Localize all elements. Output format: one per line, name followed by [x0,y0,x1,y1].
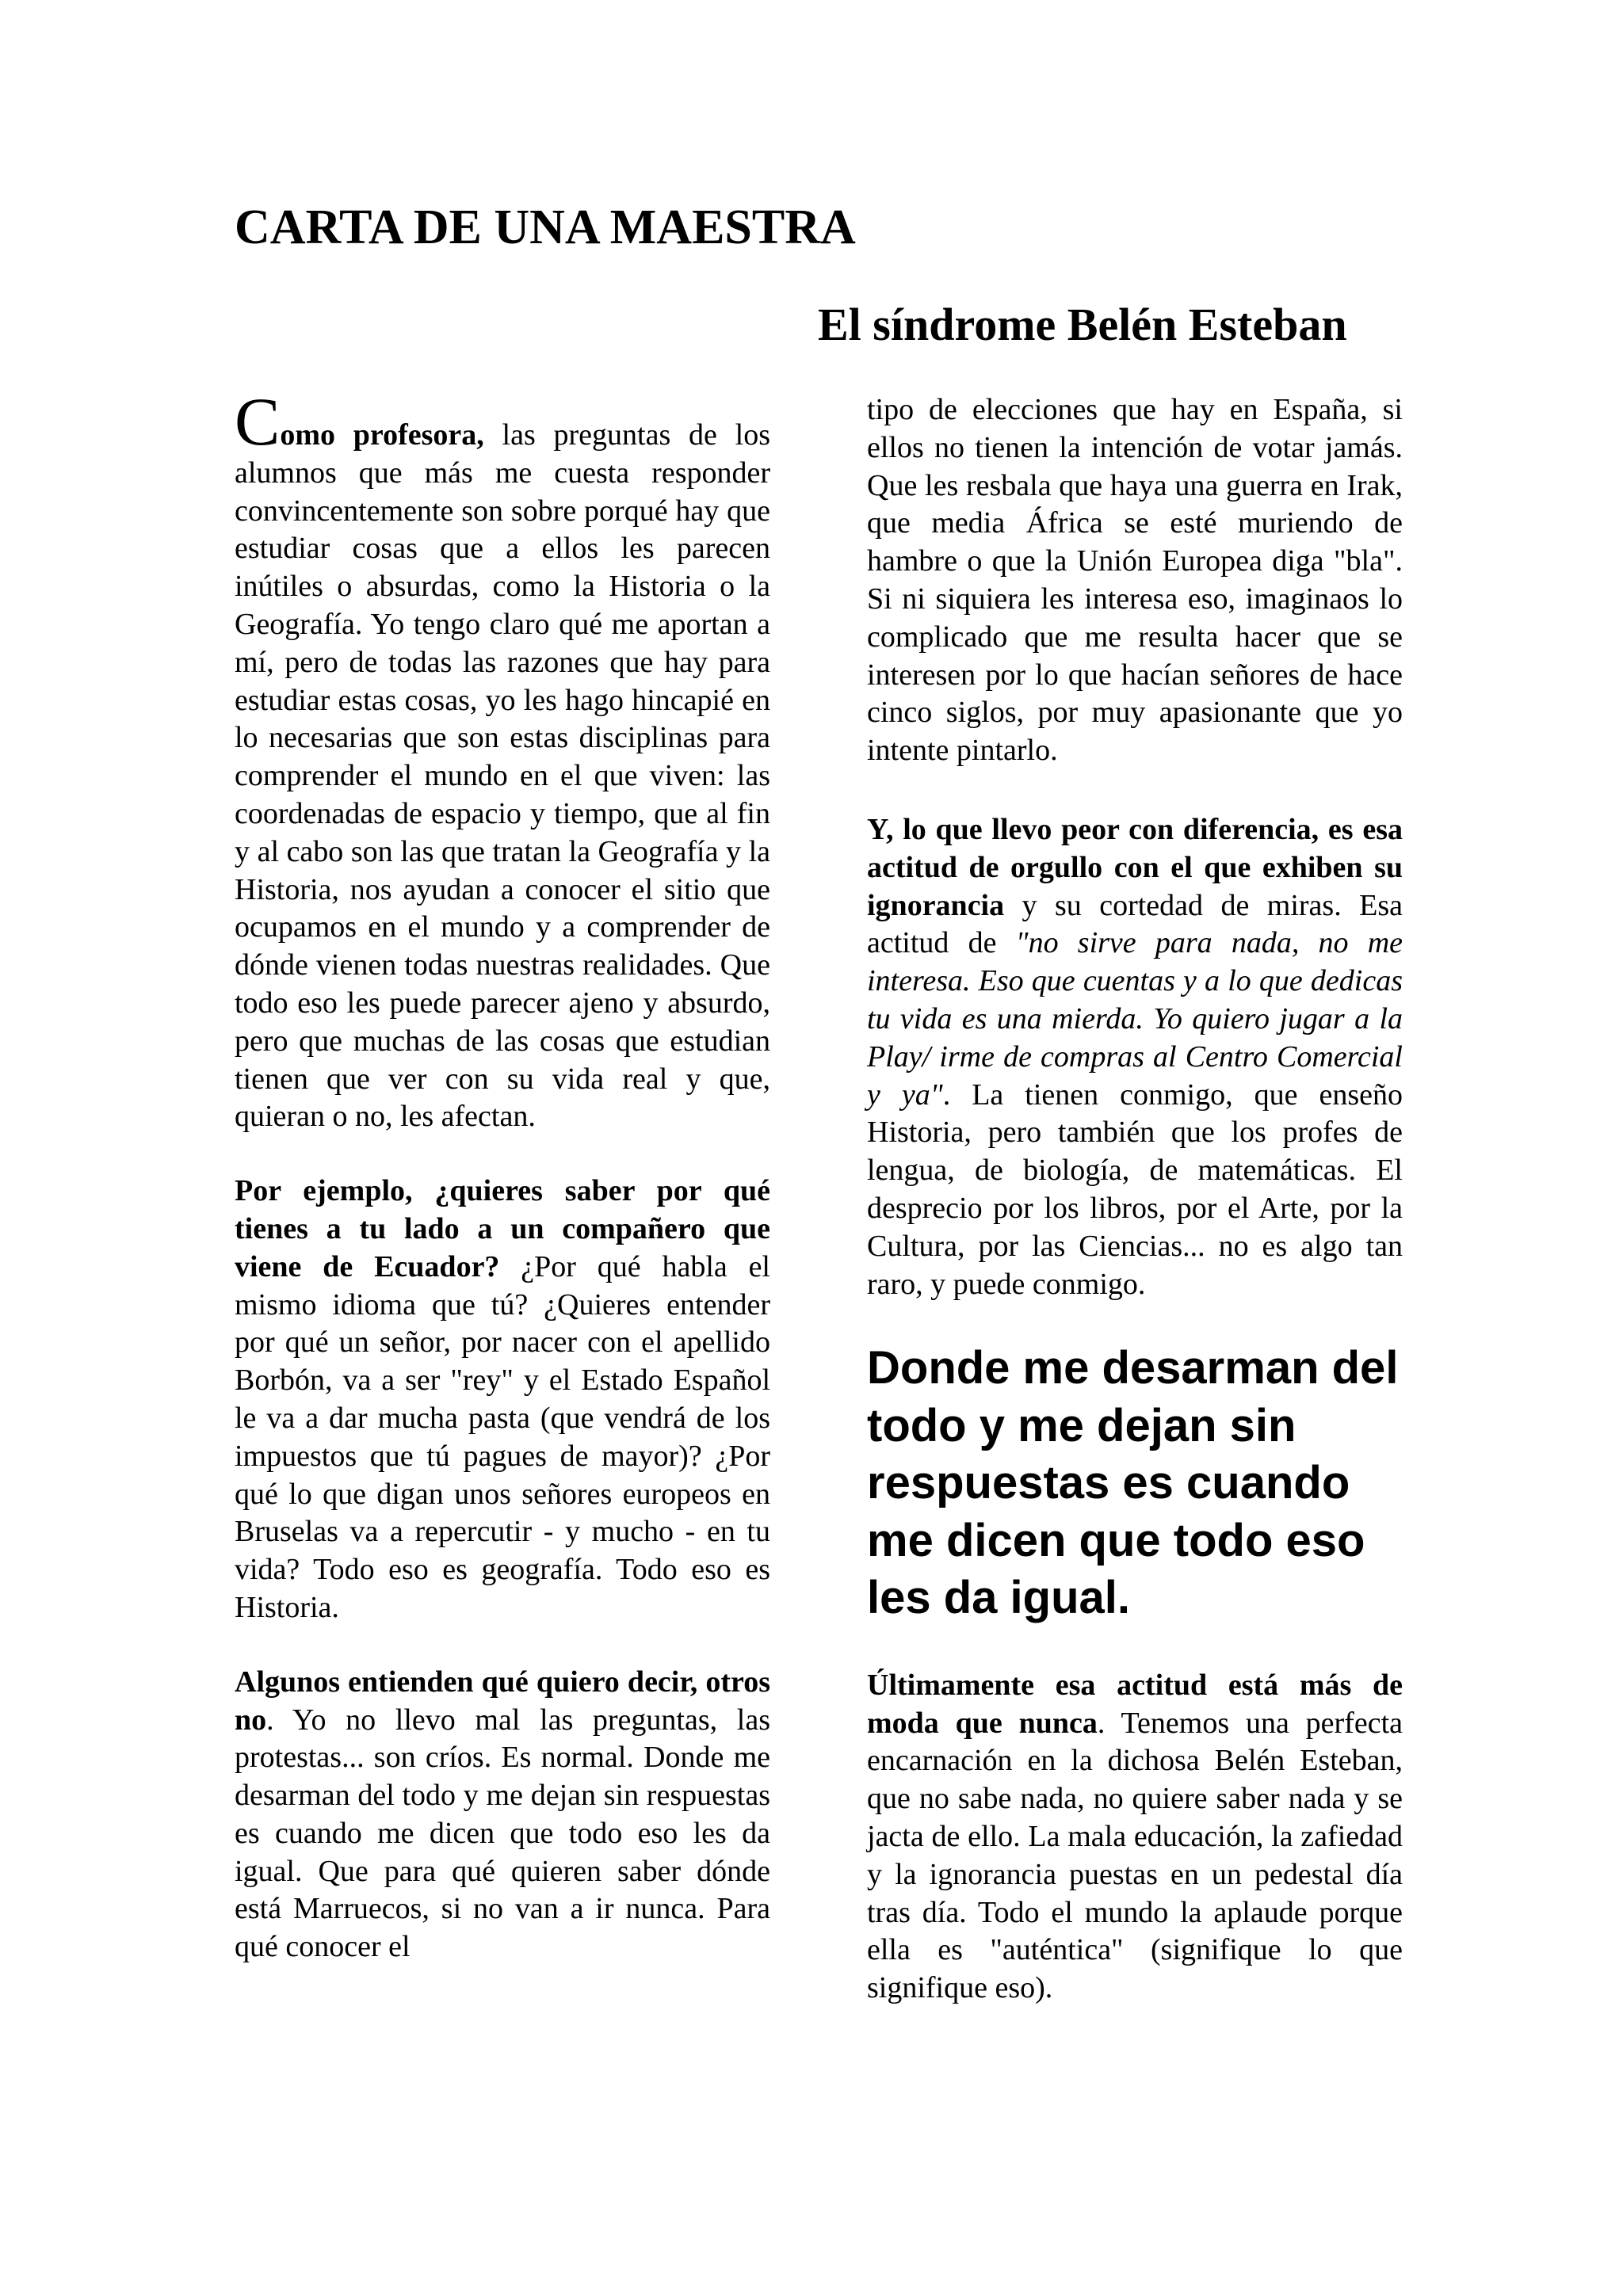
lead-bold: Y, lo que llevo peor con diferencia, es esa actitud de orgullo con el que exhiben su ignorancia [867,812,1403,922]
paragraph-text: . Tenemos una perfecta encarnación en la dichosa Belén Esteban, que no sabe nada, no quiere saber nada y se jacta de ello. La mala educación, la zafiedad y la ignorancia puestas en un pedestal día tras día. Todo el mundo la aplaude porque ella es "auténtica" (signifique lo que signifique eso). [867,1706,1403,2005]
right-paragraph-2 [867,811,1403,1303]
drop-cap: C [235,383,281,460]
right-paragraph-1 [867,391,1403,770]
paragraph-text: ¿Por qué habla el mismo idioma que tú? ¿Quieres entender por qué un señor, por nacer con el apellido Borbón, va a ser "rey" y el Estado Español le va a dar mucha pasta (que vendrá de los impuestos que tú pagues de mayor)? ¿Por qué lo que digan unos señores europeos en Bruselas va a repercutir - y mucho - en tu vida? Todo eso es geografía. Todo eso es Historia. [235,1249,770,1624]
lead-bold: omo profesora, [280,418,484,452]
paragraph-text: las preguntas de los alumnos que más me cuesta responder convincentemente son sobre porqué hay que estudiar cosas que a ellos les parecen inútiles o absurdas, como la Historia o la Geografía. Yo tengo claro qué me aportan a mí, pero de todas las razones que hay para estudiar estas cosas, yo les hago hincapié en lo necesarias que son estas disciplinas para comprender el mundo en el que viven: las coordenadas de espacio y tiempo, que al fin y al cabo son las que tratan la Geografía y la Historia, nos ayudan a conocer el sitio que ocupamos en el mundo y a comprender de dónde vienen todas nuestras realidades. Que todo eso les puede parecer ajeno y absurdo, pero que muchas de las cosas que estudian tienen que ver con su vida real y que, quieran o no, les afectan. [235,418,770,1134]
right-paragraph-3 [867,1667,1403,2008]
paragraph-text: tipo de elecciones que hay en España, si ellos no tienen la intención de votar jamás. Que les resbala que haya una guerra en Irak, que media África se esté muriendo de hambre o que la Unión Europea diga "bla". Si ni siquiera les interesa eso, imaginaos lo complicado que me resulta hacer que se interesen por lo que hacían señores de hace cinco siglos, por muy apasionante que yo intente pintarlo. [867,393,1403,768]
left-column [235,383,770,2003]
italic-quote: "no sirve para nada, no me interesa. Eso que cuentas y a lo que dedicas tu vida es una mierda. Yo quiero jugar a la Play/ irme de compras al Centro Comercial y ya" [867,926,1403,1112]
article-title: CARTA DE UNA MAESTRA [235,200,856,254]
left-paragraph-1 [235,383,770,1136]
paragraph-text: y su cortedad de miras. Esa actitud de [867,888,1403,960]
lead-bold: Por ejemplo, ¿quieres saber por qué tienes a tu lado a un compañero que viene de Ecuador? [235,1174,770,1283]
left-paragraph-3 [235,1664,770,1966]
right-column [867,391,1403,2044]
left-paragraph-2 [235,1173,770,1627]
pull-quote: Donde me desarman del todo y me dejan sin respuestas es cuando me dicen que todo eso les da igual. [867,1342,1399,1624]
lead-bold: Últimamente esa actitud está más de moda que nunca [867,1668,1403,1740]
paragraph-text: . Yo no llevo mal las preguntas, las protestas... son críos. Es normal. Donde me desarman del todo y me dejan sin respuestas es cuando me dicen que todo eso les da igual. Que para qué quieren saber dónde está Marruecos, si no van a ir nunca. Para qué conocer el [235,1703,770,1964]
article-subtitle: El síndrome Belén Esteban [818,299,1347,350]
paragraph-text: . La tienen conmigo, que enseño Historia, pero también que los profes de lengua, de biología, de matemáticas. El desprecio por los libros, por el Arte, por la Cultura, por las Ciencias... no es algo tan raro, y puede conmigo. [867,1077,1403,1301]
lead-bold: Algunos entienden qué quiero decir, otros no [235,1665,770,1737]
